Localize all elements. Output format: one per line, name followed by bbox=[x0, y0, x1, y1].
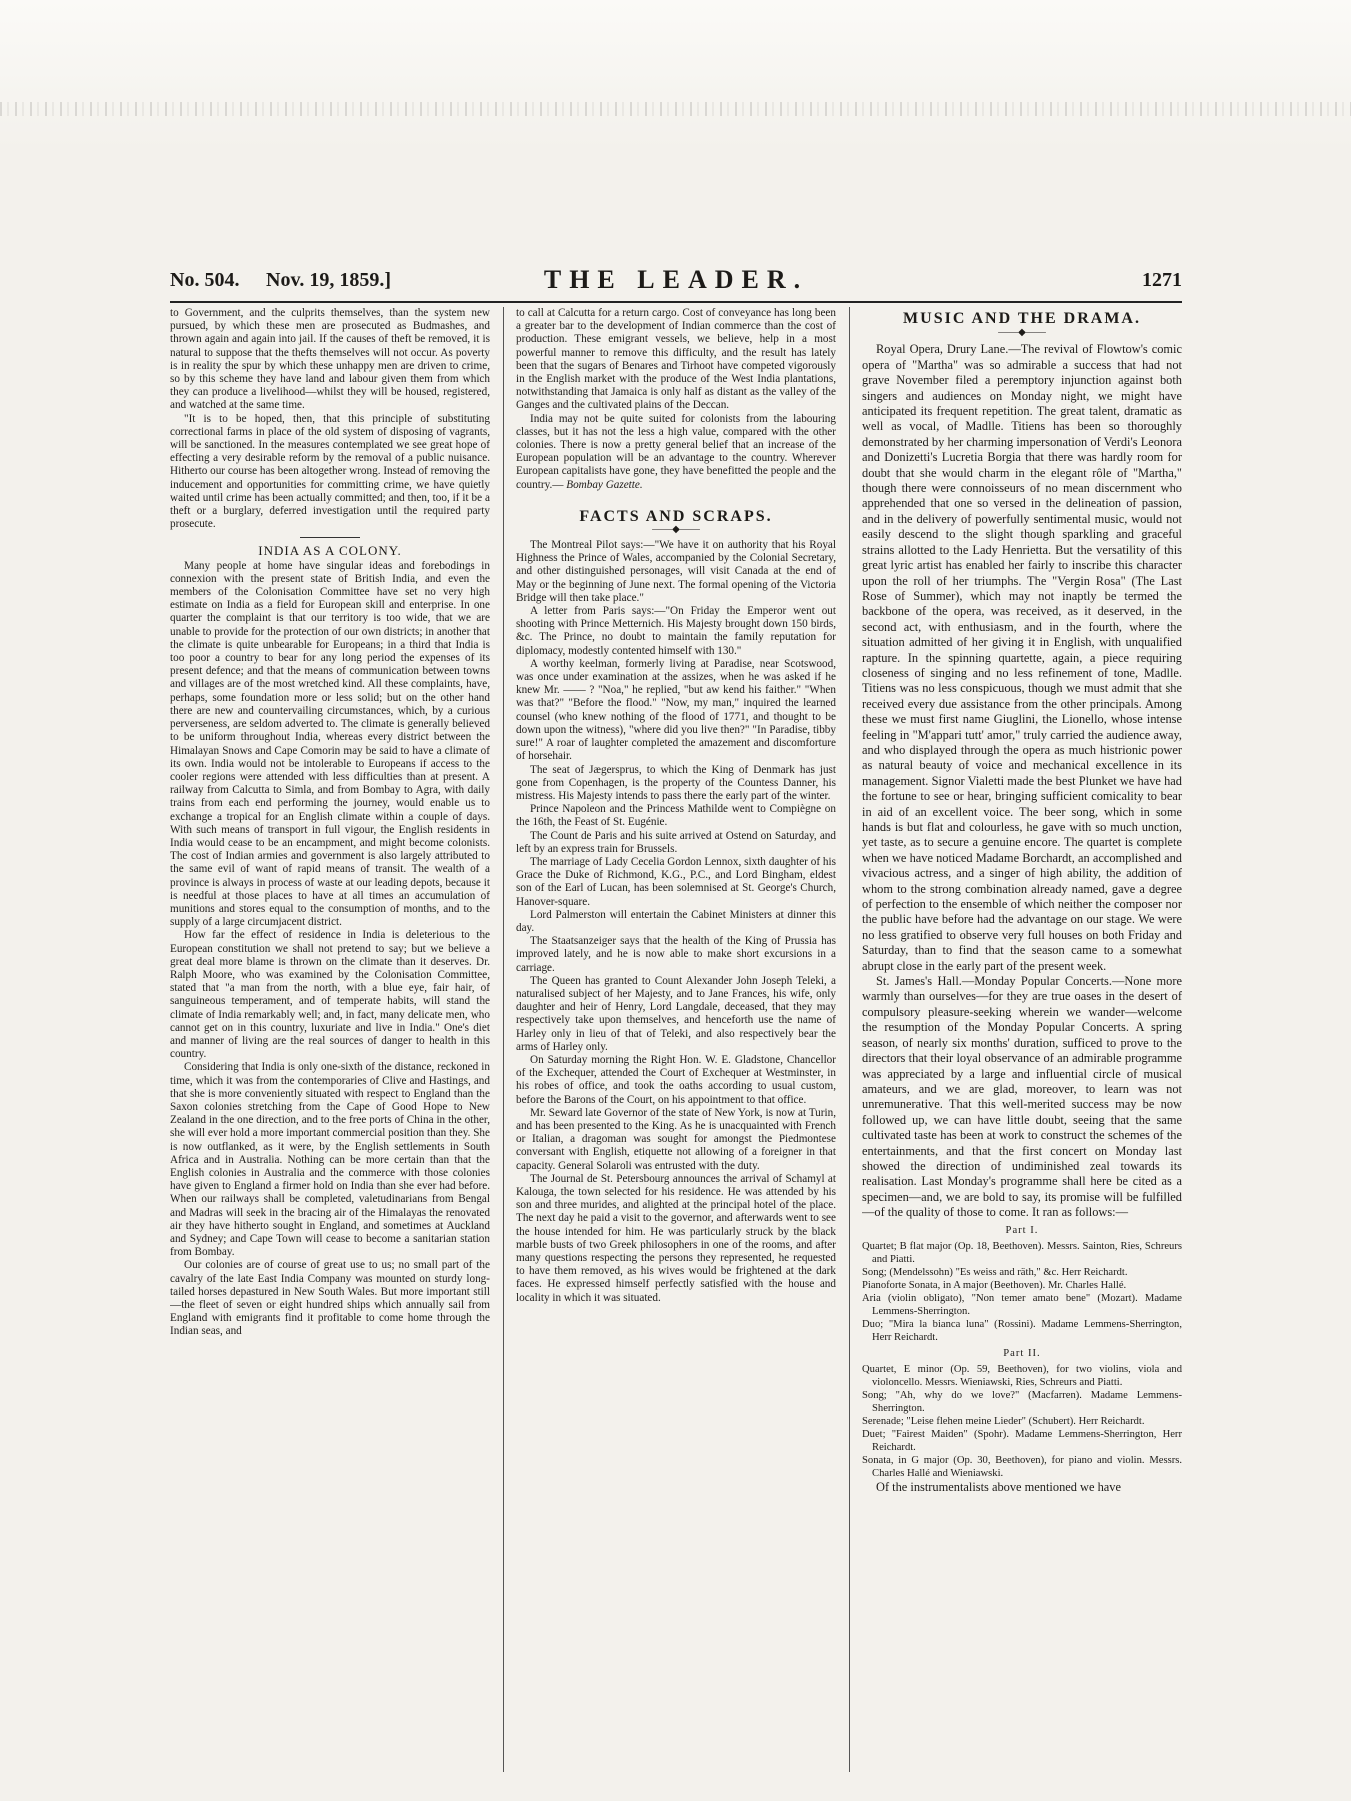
column-rule bbox=[849, 307, 850, 1772]
programme-part-heading: Part I. bbox=[1005, 1224, 1039, 1236]
newspaper-title: THE LEADER. bbox=[543, 265, 809, 294]
paragraph: A worthy keelman, formerly living at Paradise, near Scotswood, was once under examination at the assizes, when he was asked if he knew Mr. —— ? "Noa," he replied, "but aw kend his faither." "When was that?" "Before the flood." "Now, my man," inquired the learned counsel (who knew nothing of the flood of 1771, and thought to be down upon the witness), "where did you live then?" "In Paradise, tibby sure!" A roar of laughter completed the amazement and discomforture of horsehair. bbox=[516, 657, 836, 763]
programme-item: Song; "Ah, why do we love?" (Macfarren). Madame Lemmens-Sherrington. bbox=[862, 1390, 1182, 1415]
paragraph: The Count de Paris and his suite arrived at Ostend on Saturday, and left by an express train for Brussels. bbox=[516, 829, 836, 855]
programme-item: Quartet, E minor (Op. 59, Beethoven), for two violins, viola and violoncello. Messrs. Wieniawski, Ries, Schreurs and Piatti. bbox=[862, 1364, 1182, 1389]
programme-item: Duet; "Fairest Maiden" (Spohr). Madame Lemmens-Sherrington, Herr Reichardt. bbox=[862, 1429, 1182, 1454]
section-title-india: INDIA AS A COLONY. bbox=[258, 543, 402, 559]
programme-item: Pianoforte Sonata, in A major (Beethoven). Mr. Charles Hallé. bbox=[862, 1279, 1127, 1291]
ornament-divider: ——◆—— bbox=[652, 524, 700, 536]
programme-part-heading: Part II. bbox=[1003, 1347, 1041, 1359]
paragraph: St. James's Hall.—Monday Popular Concerts.—None more warmly than ourselves—for they are true oases in the desert of compulsory pleasure-seeking wherein we wander—welcome the resumption of the Monday Popular Concerts. A spring season, of nearly six months' duration, sufficed to prove to the directors that their loyal observance of an admirable programme was appreciated by a large and influential circle of musical amateurs, and we are glad, moreover, to learn was not unremunerative. That this well-merited success may be now followed up, we can have little doubt, seeing that the same cultivated taste has been at work to construct the schemes of the entertainments, and that the first concert on Monday last showed the direction of undiminished zeal towards its realisation. Last Monday's programme shall here be cited as a specimen—and, we are bold to say, its promise will be fulfilled—of the quality of those to come. It ran as follows:— bbox=[862, 974, 1182, 1220]
programme-item: Aria (violin obligato), "Non temer amato bene" (Mozart). Madame Lemmens-Sherrington. bbox=[862, 1292, 1182, 1317]
paragraph: The Journal de St. Petersbourg announces the arrival of Schamyl at Kalouga, the town selected for his residence. He was attended by his son and three murides, and alighted at the principal hotel of the place. The next day he paid a visit to the governor, and afterwards went to see the house intended for him. He was particularly struck by the black marble busts of two Greek philosophers in one of the rooms, and after many questions respecting the persons they represented, he requested to have them removed, as his wives would be frightened at the dark faces. He expressed himself perfectly satisfied with the house and locality in which it was situated. bbox=[516, 1172, 836, 1304]
scan-artifact bbox=[0, 102, 1351, 116]
paragraph: The seat of Jægersprus, to which the King of Denmark has just gone from Copenhagen, is the property of the Countess Danner, his mistress. His Majesty intends to pass there the early part of the winter. bbox=[516, 763, 836, 802]
column-1 bbox=[170, 307, 490, 1777]
paragraph: Lord Palmerston will entertain the Cabinet Ministers at dinner this day. bbox=[516, 908, 836, 934]
programme-item: Song; (Mendelssohn) "Es weiss and räth," &c. Herr Reichardt. bbox=[862, 1266, 1128, 1278]
paragraph: Mr. Seward late Governor of the state of New York, is now at Turin, and has been presented to the King. As he is unacquainted with French or Italian, a dragoman was sought for amongst the Piedmontese conversant with English, etiquette not allowing of a foreigner in that capacity. General Solaroli was entrusted with the duty. bbox=[516, 1106, 836, 1172]
paragraph: A letter from Paris says:—"On Friday the Emperor went out shooting with Prince Metternich. His Majesty brought down 150 birds, &c. The Prince, no doubt to maintain the family reputation for diplomacy, modestly contented himself with 130." bbox=[516, 605, 836, 657]
paragraph: Considering that India is only one-sixth of the distance, reckoned in time, which it was from the contemporaries of Clive and Hastings, and that she is more conveniently situated with respect to England than the Saxon colonies stretching from the Cape of Good Hope to New Zealand in the one direction, and to the free ports of China in the other, she will ever hold a more important commercial position than they. She is now outflanked, as it were, by the English settlements in South Africa and in Australia. Nothing can be more certain than that the English colonies in Australia and the commerce with those colonies have given to England a firmer hold on India than she ever had before. When our railways shall be completed, valetudinarians from Bengal and Madras will seek in the bracing air of the Himalayas the renovated air they have hitherto sought in England, and sometimes at Auckland and Sydney; and Cape Town will cease to become a sanitarian station from Bombay. bbox=[170, 1061, 490, 1259]
paragraph-text: India may not be quite suited for colonists from the labouring classes, but it has not the less a high value, compared with the other colonies. There is now a pretty general belief that an increase of the European population will be an advantage to the country. Wherever European capitalists have gone, they have benefitted the people and the country.— bbox=[516, 412, 836, 491]
paragraph: Prince Napoleon and the Princess Mathilde went to Compiègne on the 16th, the Feast of St. Eugénie. bbox=[516, 803, 836, 829]
section-title-music: MUSIC AND THE DRAMA. bbox=[903, 310, 1141, 327]
paragraph: The Montreal Pilot says:—"We have it on authority that his Royal Highness the Prince of Wales, accompanied by the Colonial Secretary, and other distinguished personages, will visit Canada at the end of May or the beginning of June next. The formal opening of the Victoria Bridge will then take place." bbox=[516, 539, 836, 604]
paragraph: How far the effect of residence in India is deleterious to the European constitution we shall not pretend to say; but we believe a great deal more blame is thrown on the climate than it deserves. Dr. Ralph Moore, who was examined by the Colonisation Committee, stated that "a man from the north, with a blue eye, fair hair, of sanguineous temperament, and of temperate habits, will stand the climate of India remarkably well; and, in fact, many delicate men, who cannot get on in this country, luxuriate and live in India." One's diet and manner of living are the real sources of danger to health in this country. bbox=[170, 929, 490, 1061]
paragraph: Many people at home have singular ideas and forebodings in connexion with the present state of British India, and even the members of the Colonisation Committee have set no very high estimate on India as a field for European skill and enterprise. In one quarter the complaint is that our territory is too wide, that we are unable to provide for the protection of our own districts; in another that the climate is quite unbearable for Europeans; in a third that India is too poor a country to bear for any long period the expenses of its present defence; and that the means of communication between towns and villages are of the most wretched kind. All these complaints, have, perhaps, some foundation more or less solid; but on the other hand there are new and countervailing circumstances, which, by a curious perverseness, are seldom adverted to. The climate is generally believed to be uniform throughout India, whereas every district between the Himalayan Snows and Cape Comorin may be said to have a climate of its own. India would not be intolerable to Europeans if access to the cooler regions were attended with less difficulties than at present. A railway from Calcutta to Simla, and from Bombay to Agra, with daily trains from each end performing the journey, would enable us to exchange a tropical for an English climate within a couple of days. With such means of transport in full vigour, the English residents in India would cease to be an encampment, and might become colonists. The cost of Indian armies and government is also largely attributed to the same evil of want of rapid means of transit. The wealth of a province is always in process of waste at our leading depots, because it is needful at those places to have at all times an accumulation of munitions and stores equal to the consumption of months, and to the supply of a large circumjacent district. bbox=[170, 559, 490, 929]
paragraph: The marriage of Lady Cecelia Gordon Lennox, sixth daughter of his Grace the Duke of Richmond, K.G., P.C., and Lord Bingham, eldest son of the Earl of Lucan, has been solemnised at St. George's Church, Hanover-square. bbox=[516, 855, 836, 908]
issue-date: Nov. 19, 1859.] bbox=[266, 269, 391, 291]
programme-item: Duo; "Mira la bianca luna" (Rossini). Madame Lemmens-Sherrington, Herr Reichardt. bbox=[862, 1318, 1182, 1343]
paragraph: "It is to be hoped, then, that this principle of substituting correctional farms in place of the old system of disposing of vagrants, will be sanctioned. In the measures contemplated we see great hope of effecting a very desirable reform by the removal of a public nuisance. Hitherto our course has been altogether wrong. Instead of removing the inducement and opportunities for committing crime, we have quietly waited until crime has been actually committed; and then, too, if it be a theft or a burglary, deferred investigation until the required party prosecute. bbox=[170, 412, 490, 531]
divider bbox=[300, 537, 360, 538]
paragraph: to call at Calcutta for a return cargo. Cost of conveyance has long been a greater bar to the development of Indian commerce than the cost of production. These emigrant vessels, we believe, help in a most powerful manner to remove this difficulty, and the result has lately been that the sugars of Benares and Tirhoot have competed vigorously in the English market with the produce of the West India plantations, notwithstanding that Jamaica is only half as distant as the valley of the Ganges and the cultivated plains of the Deccan. bbox=[516, 307, 836, 412]
paragraph: On Saturday morning the Right Hon. W. E. Gladstone, Chancellor of the Exchequer, attended the Court of Exchequer at Westminster, in his robes of office, and took the oaths according to usual custom, before the Barons of the Court, on his appointment to that office. bbox=[516, 1053, 836, 1106]
page-number: 1271 bbox=[1142, 269, 1182, 291]
paragraph: Royal Opera, Drury Lane.—The revival of Flowtow's comic opera of "Martha" was so admirable a success that had not grave November filed a peremptory injunction against both singers and audiences on Monday night, we might have anticipated its frequent repetition. The great talent, dramatic as well as vocal, of Madlle. Titiens has been so thoroughly demonstrated by her charming impersonation of Verdi's Leonora and Donizetti's Lucretia Borgia that there was hardly room for doubt that she would charm in the elegant rôle of "Martha," though there were connoisseurs of no mean discernment who apprehended that one so versed in the delineation of passion, and in the delivery of powerfully sentimental music, would not easily descend to the slight though sparkling and graceful strains allotted to the Lady Henrietta. But the versatility of this great lyric artist has enabled her fairly to inscribe this character upon the roll of her triumphs. The "Vergin Rosa" (The Last Rose of Summer), which may not inaptly be termed the backbone of the opera, was received, as it deserved, in the second act, with enthusiasm, and in the fourth, where the situation admitted of her giving it in English, with unqualified rapture. In the spinning quartette, again, a piece requiring closeness of singing and no less refinement of tone, Madlle. Titiens was no less conspicuous, though we must admit that she received every due assistance from the other principals. Among these we must first name Giuglini, the Lionello, whose intense feeling in "M'appari tutt' amor," truly carried the audience away, and who displayed through the opera as much histrionic power as natural beauty of voice and mechanical excellence in its management. Signor Vialetti made the best Plunket we have had the fortune to see or hear, bringing sufficient comicality to bear in aid of an excellent voice. The beer song, which in some hands is but flat and colourless, he gave with so much unction, yet taste, as to secure a genuine encore. The quartet is complete when we have noticed Madame Borchardt, an accomplished and vivacious actress, and a singer of high ability, the addition of whom to the strong combination already named, gave a degree of perfection to the ensemble of which neither the composer nor the public have before had the advantage on our stage. We were no less gratified to observe very full houses on both Friday and Saturday, than to find that the season came to a somewhat abrupt close in the early part of the present week. bbox=[862, 342, 1182, 973]
ornament-divider: ——◆—— bbox=[998, 327, 1046, 339]
paragraph: Of the instrumentalists above mentioned we have bbox=[876, 1480, 1121, 1495]
masthead bbox=[170, 267, 1182, 303]
paragraph: Our colonies are of course of great use to us; no small part of the cavalry of the late East India Company was mounted on sturdy long-tailed horses depastured in New South Wales. But more important still—the fleet of seven or eight hundred ships which annually sail from England with emigrants find it profitable to come home through the Indian seas, and bbox=[170, 1259, 490, 1338]
column-3 bbox=[862, 307, 1182, 1777]
paragraph: The Staatsanzeiger says that the health of the King of Prussia has improved lately, and he is now able to make short excursions in a carriage. bbox=[516, 935, 836, 974]
paragraph: The Queen has granted to Count Alexander John Joseph Teleki, a naturalised subject of her Majesty, and to Jane Frances, his wife, only daughter and heir of Henry, Lord Langdale, deceased, that they may respectively take upon themselves, and henceforth use the name of Harley only in lieu of that of Teleki, and also respectively bear the arms of Harley only. bbox=[516, 974, 836, 1053]
paragraph: to Government, and the culprits themselves, than the system new pursued, by which these men are prosecuted as Budmashes, and thrown again and again into jail. If the causes of theft be removed, it is natural to suppose that the thefts themselves will not occur. As poverty is in reality the spur by which these unhappy men are driven to crime, so by this scheme they have land and labour given them from which they can produce a livelihood—whilst they will be housed, registered, and watched at the same time. bbox=[170, 307, 490, 412]
column-rule bbox=[503, 307, 504, 1772]
newspaper-page bbox=[170, 267, 1182, 1777]
paragraph bbox=[516, 413, 836, 492]
programme-item: Serenade; "Leise flehen meine Lieder" (Schubert). Herr Reichardt. bbox=[862, 1416, 1145, 1428]
issue-number: No. 504. bbox=[170, 269, 240, 291]
section-title-facts: FACTS AND SCRAPS. bbox=[579, 507, 773, 525]
programme-item: Quartet; B flat major (Op. 18, Beethoven). Messrs. Sainton, Ries, Schreurs and Piatti. bbox=[862, 1240, 1182, 1265]
scan-margin bbox=[0, 0, 1351, 150]
column-2 bbox=[516, 307, 836, 1777]
source-citation: Bombay Gazette. bbox=[566, 478, 643, 491]
programme-item: Sonata, in G major (Op. 30, Beethoven), for piano and violin. Messrs. Charles Hallé and Wieniawski. bbox=[862, 1455, 1182, 1480]
